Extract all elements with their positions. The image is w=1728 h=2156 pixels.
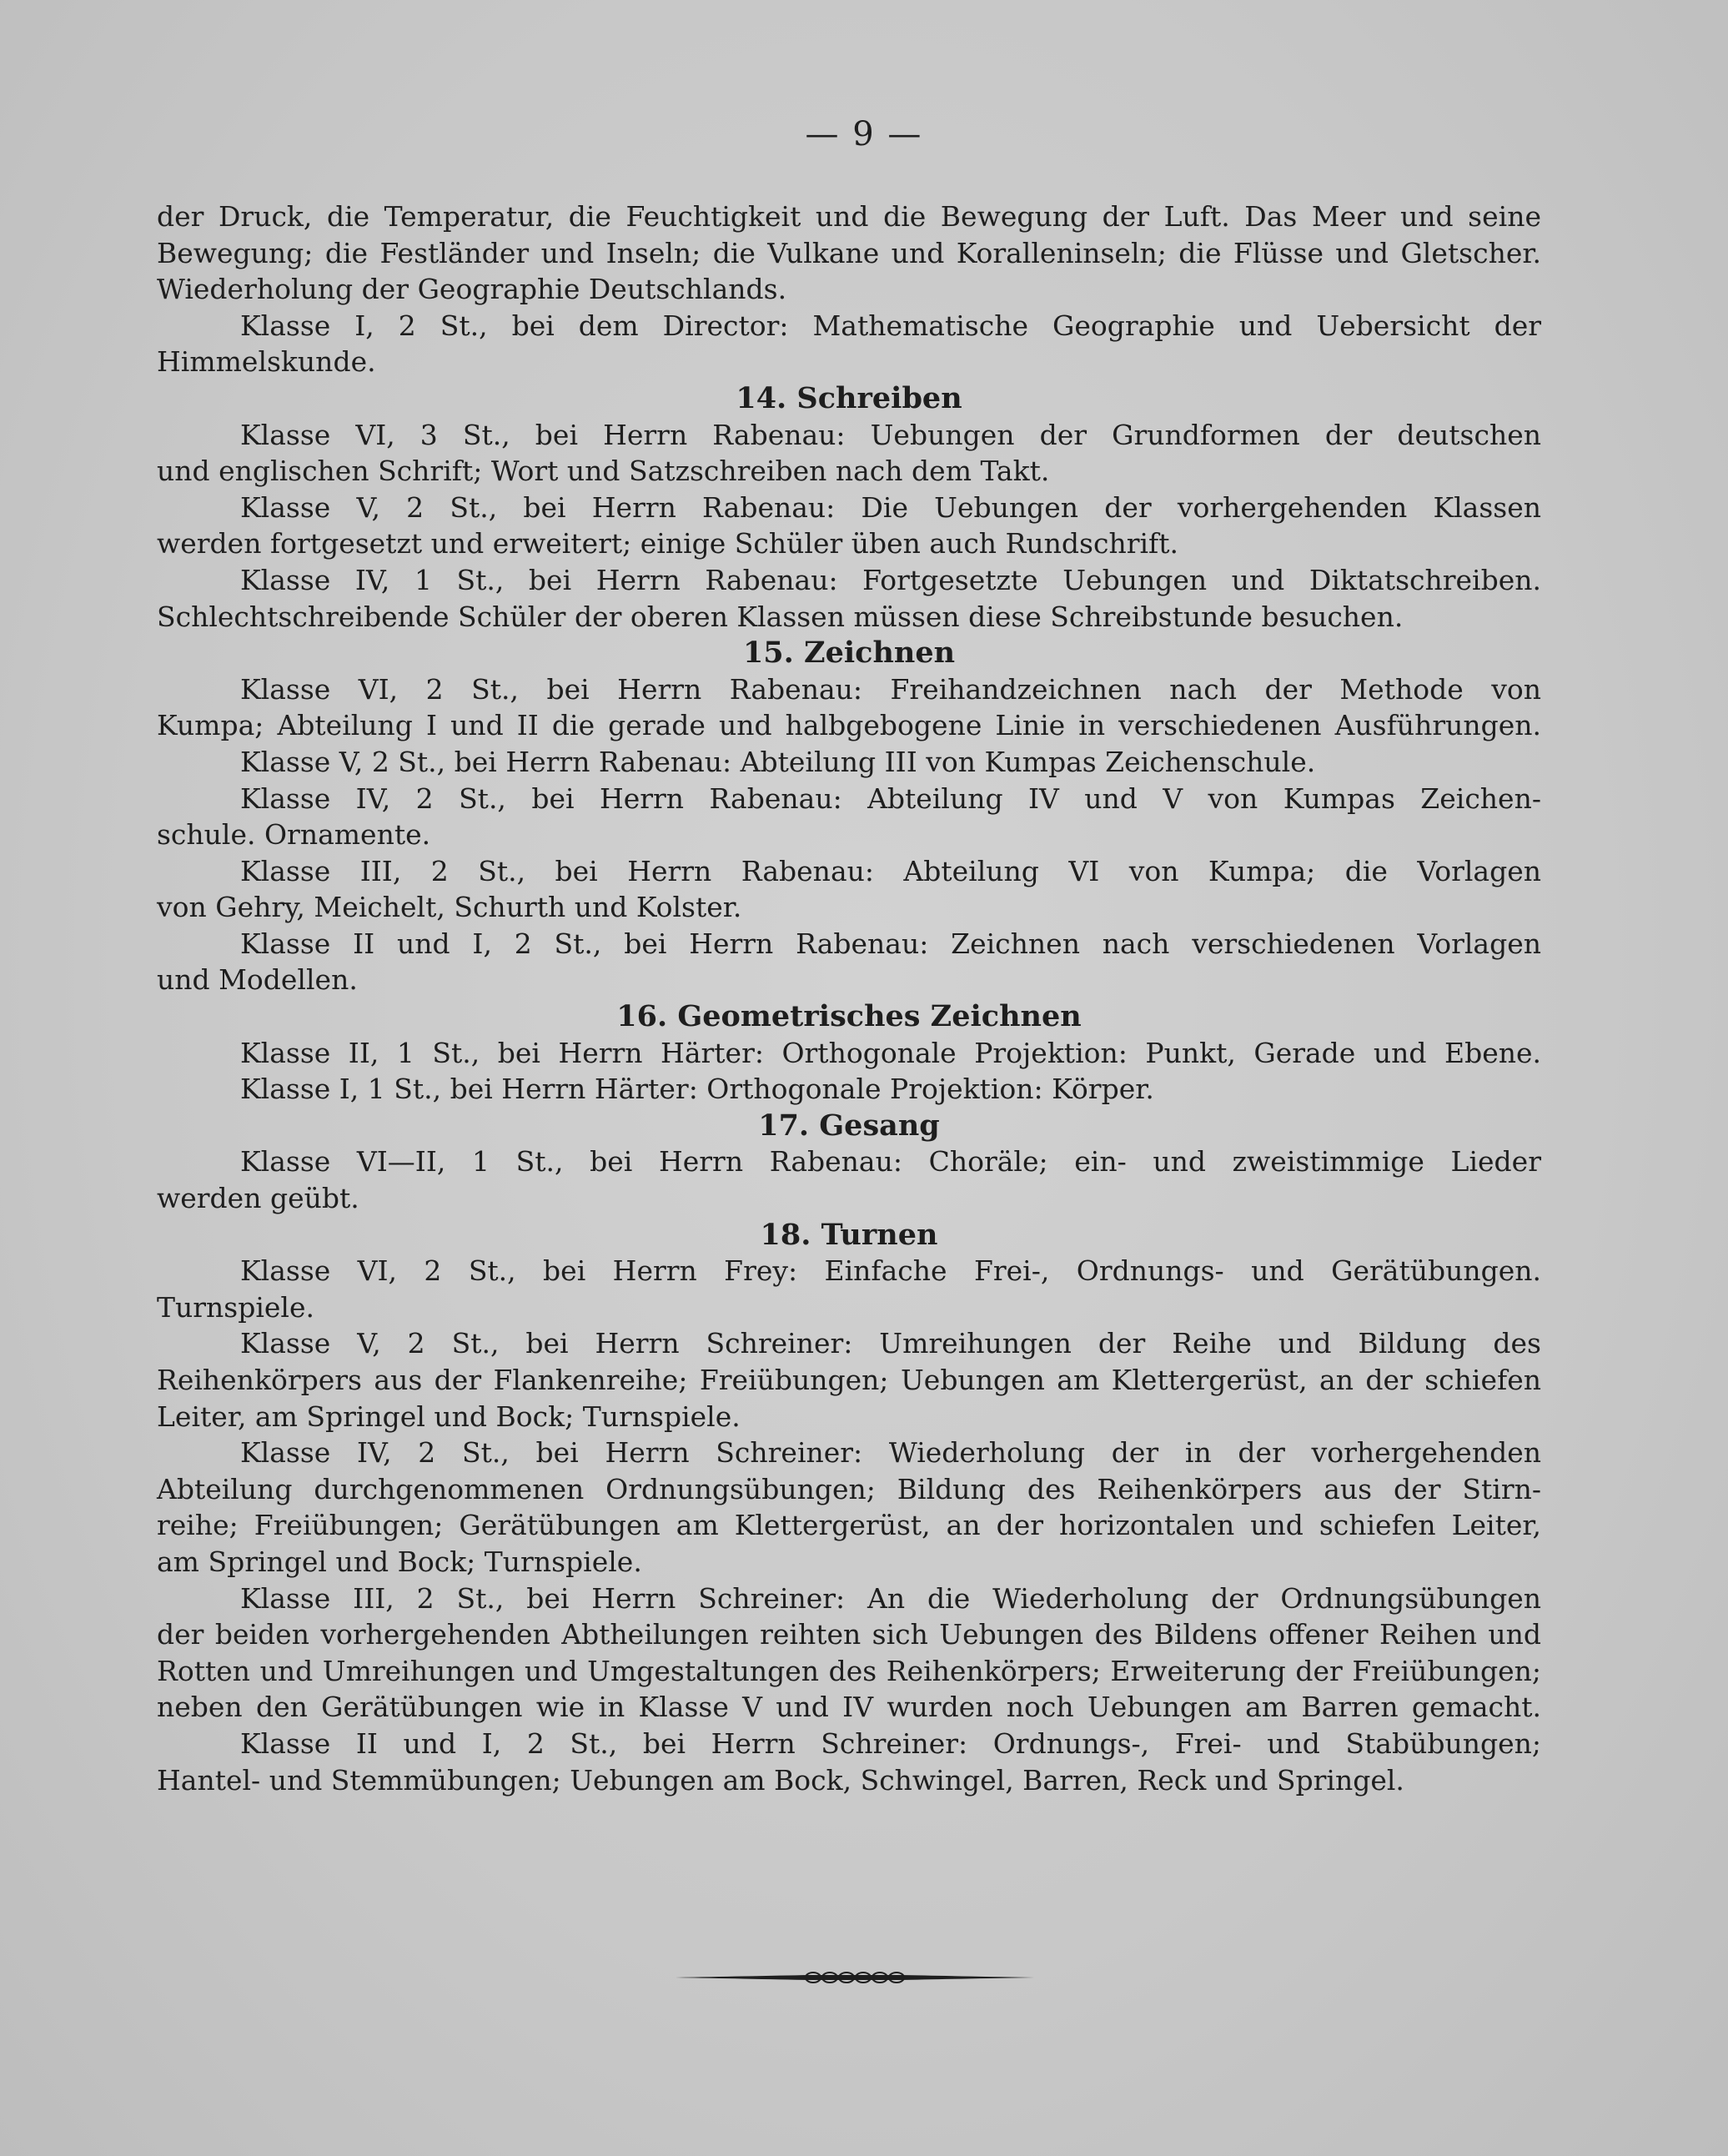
text-line: Klasse IV, 1 St., bei Herrn Rabenau: Fortgesetzte Uebungen und Diktatschreiben. [240,563,1541,596]
section-heading-gesang: 17. Gesang [758,1108,940,1143]
text-line: neben den Gerätübungen wie in Klasse V und IV wurden noch Uebungen am Barren gemacht. [157,1691,1541,1724]
text-line: Klasse III, 2 St., bei Herrn Rabenau: Abteilung VI von Kumpa; die Vorlagen [240,854,1541,887]
text-line: Abteilung durchgenommenen Ordnungsübungen; Bildung des Reihenkörpers aus der Stirn- [157,1472,1541,1505]
text-line: Klasse VI, 2 St., bei Herrn Rabenau: Freihandzeichnen nach der Methode von [240,672,1541,706]
text-line: Himmelskunde. [157,345,376,379]
text-line: Bewegung; die Festländer und Inseln; die Vulkane und Koralleninseln; die Flüsse und Gletscher. [157,236,1541,269]
text-line: schule. Ornamente. [157,818,431,852]
page-number: — 9 — [805,115,923,153]
text-line: Klasse II und I, 2 St., bei Herrn Rabenau: Zeichnen nach verschiedenen Vorlagen [240,927,1541,960]
text-line: Wiederholung der Geographie Deutschlands. [157,273,787,306]
text-line: Reihenkörpers aus der Flankenreihe; Freiübungen; Uebungen am Klettergerüst, an der schiefen [157,1364,1541,1396]
section-heading-turnen: 18. Turnen [760,1217,938,1252]
text-line: Hantel- und Stemmübungen; Uebungen am Bock, Schwingel, Barren, Reck und Springel. [157,1763,1404,1797]
section-heading-schreiben: 14. Schreiben [736,380,962,415]
text-line: reihe; Freiübungen; Gerätübungen am Klettergerüst, an der horizontalen und schiefen Leiter, [157,1509,1541,1542]
text-line: der Druck, die Temperatur, die Feuchtigkeit und die Bewegung der Luft. Das Meer und seine [157,200,1541,233]
text-line: Klasse V, 2 St., bei Herrn Schreiner: Umreihungen der Reihe und Bildung des [240,1327,1541,1360]
section-heading-geometrisches-zeichnen: 16. Geometrisches Zeichnen [616,999,1082,1034]
text-line: Klasse V, 2 St., bei Herrn Rabenau: Abteilung III von Kumpas Zeichenschule. [240,745,1316,778]
text-line: Klasse I, 2 St., bei dem Director: Mathematische Geographie und Uebersicht der [240,309,1541,342]
text-line: Rotten und Umreihungen und Umgestaltungen des Reihenkörpers; Erweiterung der Freiübungen; [157,1654,1541,1687]
ornament-divider-icon [676,1965,1034,1990]
text-line: Turnspiele. [157,1290,315,1324]
text-line: der beiden vorhergehenden Abtheilungen reihten sich Uebungen des Bildens offener Reihen und [157,1618,1541,1651]
text-line: Schlechtschreibende Schüler der oberen Klassen müssen diese Schreibstunde besuchen. [157,600,1404,633]
text-line: Klasse IV, 2 St., bei Herrn Rabenau: Abteilung IV und V von Kumpas Zeichen- [240,781,1541,815]
text-line: und Modellen. [157,963,358,997]
text-line: Klasse IV, 2 St., bei Herrn Schreiner: Wiederholung der in der vorhergehenden [240,1436,1541,1470]
text-line: werden geübt. [157,1182,359,1215]
text-line: Klasse I, 1 St., bei Herrn Härter: Orthogonale Projektion: Körper. [240,1073,1154,1106]
body-text [157,199,1541,1798]
text-line: Kumpa; Abteilung I und II die gerade und halbgebogene Linie in verschiedenen Ausführungen. [157,709,1541,742]
text-line: Klasse VI—II, 1 St., bei Herrn Rabenau: Choräle; ein- und zweistimmige Lieder [240,1145,1541,1179]
text-line: Klasse VI, 3 St., bei Herrn Rabenau: Uebungen der Grundformen der deutschen [240,418,1541,451]
text-line: werden fortgesetzt und erweitert; einige Schüler üben auch Rundschrift. [157,527,1178,560]
text-line: Klasse II, 1 St., bei Herrn Härter: Orthogonale Projektion: Punkt, Gerade und Ebene. [240,1036,1541,1069]
text-line: Leiter, am Springel und Bock; Turnspiele. [157,1400,741,1433]
section-heading-zeichnen: 15. Zeichnen [742,636,956,671]
text-line: Klasse V, 2 St., bei Herrn Rabenau: Die Uebungen der vorhergehenden Klassen [240,490,1541,524]
text-line: Klasse II und I, 2 St., bei Herrn Schreiner: Ordnungs-, Frei- und Stabübungen; [240,1726,1541,1760]
text-line: von Gehry, Meichelt, Schurth und Kolster. [157,891,742,924]
text-line: am Springel und Bock; Turnspiele. [157,1545,642,1578]
text-line: Klasse VI, 2 St., bei Herrn Frey: Einfache Frei-, Ordnungs- und Gerätübungen. [240,1254,1541,1288]
text-line: Klasse III, 2 St., bei Herrn Schreiner: An die Wiederholung der Ordnungsübungen [240,1581,1541,1615]
text-line: und englischen Schrift; Wort und Satzschreiben nach dem Takt. [157,455,1050,488]
